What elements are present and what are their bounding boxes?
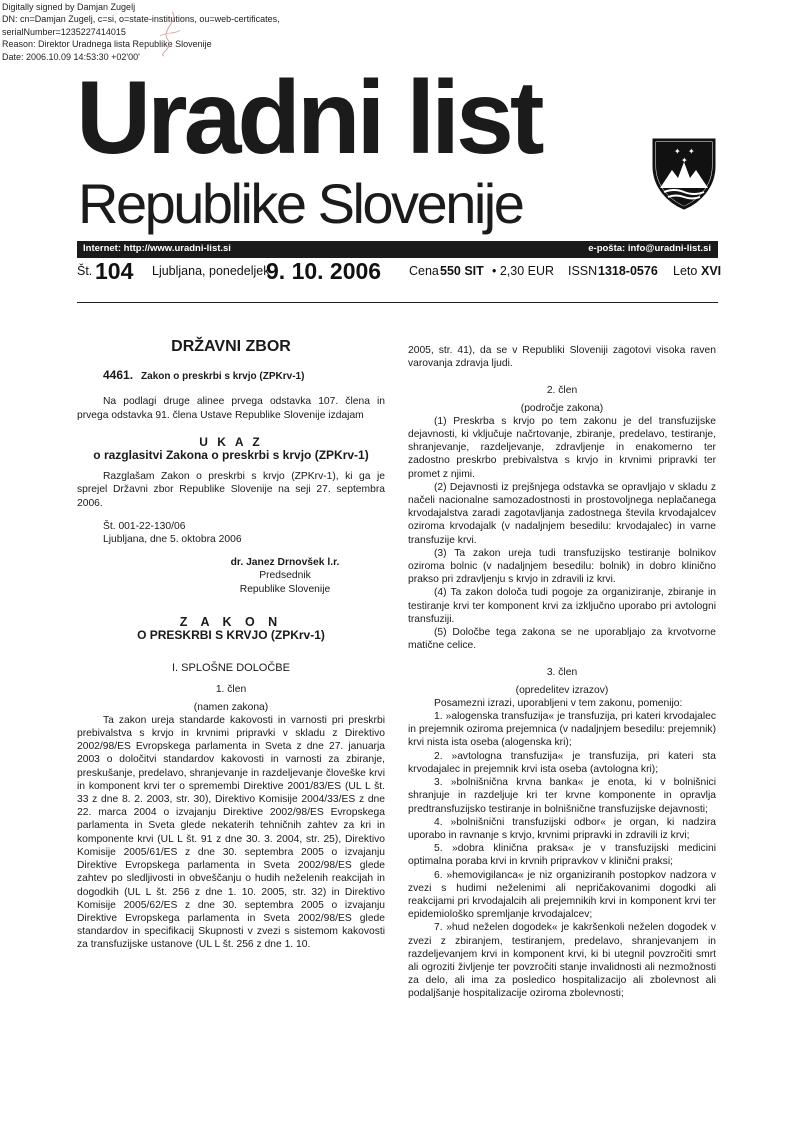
svg-text:✦: ✦ [688, 147, 695, 156]
signature-block [185, 556, 385, 596]
year-label: Leto [673, 264, 698, 278]
issue-place-day: Ljubljana, ponedeljek [152, 264, 270, 278]
definition-item: 4. »bolnišnični transfuzijski odbor« je organ, ki nadzira uporabo in ravnanje s krvjo, krvnimi pripravki in zdravili iz krvi; [408, 816, 716, 841]
website-link[interactable]: Internet: http://www.uradni-list.si [83, 243, 231, 254]
signature-line: Date: 2006.10.09 14:53:30 +02'00' [2, 51, 140, 62]
issn-number: 1318-0576 [598, 264, 658, 278]
signature-scribble-icon [150, 10, 190, 58]
act-number: 4461. [103, 368, 134, 383]
article-subheading: (področje zakona) [520, 402, 604, 414]
zakon-subheading: O PRESKRBI S KRVJO (ZPKrv-1) [137, 628, 325, 643]
price-sit: 550 SIT [440, 264, 484, 278]
definition-item: 3. »bolnišnična krvna banka« je enota, ki v bolnišnici shranjuje in razdeljuje kri ter krvne komponente in opravlja predtransfuzijsko testiranje in bolnišnične transfuzijske dejavnosti; [408, 777, 716, 815]
year-number: XVI [701, 264, 722, 278]
chapter-heading: I. SPLOŠNE DOLOČBE [172, 662, 290, 675]
right-column [408, 344, 716, 1001]
place-date: Ljubljana, dne 5. oktobra 2006 [103, 534, 242, 546]
article-paragraph: (5) Določbe tega zakona se ne uporabljajo za krvotvorne matične celice. [408, 627, 716, 652]
zakon-heading: Z A K O N [179, 614, 283, 629]
price-eur: • 2,30 EUR [492, 264, 555, 278]
signature-line: DN: cn=Damjan Zugelj, c=si, o=state-institutions, ou=web-certificates, [2, 14, 280, 25]
issue-info-line [77, 258, 722, 290]
article-paragraph: (4) Ta zakon določa tudi pogoje za organiziranje, zbiranje in testiranje krvi ter komponent krvi za izključno uporabo pri avtologni transfuziji. [408, 587, 716, 625]
signer-role: Predsednik [259, 570, 311, 582]
digital-signature-block [2, 1, 280, 63]
masthead-title: Uradni list [76, 60, 541, 176]
signer-org: Republike Slovenije [239, 583, 331, 595]
masthead-subtitle: Republike Slovenije [78, 172, 523, 235]
coat-of-arms-icon [650, 136, 718, 210]
price-label: Cena [409, 264, 439, 278]
signer-name: dr. Janez Drnovšek l.r. [230, 557, 340, 569]
definition-item: 6. »hemovigilanca« je niz organiziranih postopkov nadzora v zvezi s hudimi neželenimi ali nepričakovanimi dogodki ali reakcijami pri krvodajalcih ali prejemnikih krvi in komponent krvi ter epidemiološko spremljanje krvodajalcev; [408, 869, 716, 921]
signature-line: Digitally signed by Damjan Zugelj [2, 2, 136, 12]
article-paragraph: Ta zakon ureja standarde kakovosti in varnosti pri preskrbi prebivalstva s krvjo in krvnimi pripravki v skladu z Direktivo 2002/98/ES Evropskega parlamenta in Sveta z dne 27. januarja 2003 o določitvi standardov kakovosti in varnosti za zbiranje, preskušanje, predelavo, shranjevanje in razdeljevanje človeške krvi in komponent krvi ter o spremembi Direktive 2001/83/ES (UL L št. 33 z dne 8. 2. 2003, str. 30), Direktivo Komisije 2004/33/ES z dne 22. marca 2004 o izvajanju Direktive 2002/98/ES Evropskega parlamenta in Sveta glede nekaterih tehničnih zahtev za kri in komponente krvi (UL L št. 91 z dne 30. 3. 2004, str. 25), Direktivo Komisije 2005/61/ES z dne 30. septembra 2005 o izvajanju Direktive Evropskega parlamenta in Sveta 2002/98/ES glede zahtev po sledljivosti in obveščanju o hudih neželenih reakcijah in dogodkih (UL L št. 256 z dne 1. 10. 2005, str. 32) in Direktivo Komisije 2005/62/ES z dne 30. septembra 2005 o izvajanju Direktive Evropskega parlamenta in Sveta 2002/98/ES glede standardov in specifikacij Skupnosti v zvezi s sistemom kakovosti za transfuzijske ustanove (UL L št. 256 z dne 1. 10. [77, 714, 385, 951]
contact-bar [77, 241, 718, 258]
svg-text:✦: ✦ [674, 147, 681, 156]
issue-date: 9. 10. 2006 [266, 258, 382, 284]
intro-paragraph: Na podlagi druge alinee prvega odstavka 107. člena in prvega odstavka 91. člena Ustave Republike Slovenije izdajam [77, 396, 385, 421]
article-paragraph: (1) Preskrba s krvjo po tem zakonu je del transfuzijske dejavnosti, ki vključuje načrtovanje, zbiranje, predelavo, testiranje, shranjevanje, razdeljevanje, zdravljenje in enakomerno ter zadostno preskrbo prebivalstva s krvjo in krvnimi pripravki ter promet z njimi. [408, 415, 716, 480]
header-divider [77, 302, 718, 303]
article-heading: 2. člen [546, 385, 578, 397]
definition-item: 5. »dobra klinična praksa« je v transfuzijski medicini optimalna poraba krvi in krvnih pripravkov v klinični praksi; [408, 843, 716, 868]
article-heading: 1. člen [215, 684, 247, 696]
reference-number: Št. 001-22-130/06 [103, 520, 186, 532]
act-title: Zakon o preskrbi s krvjo (ZPKrv-1) [141, 371, 305, 383]
continued-paragraph: 2005, str. 41), da se v Republiki Sloveniji zagotovi visoka raven varovanja zdravja ljudi. [408, 345, 716, 370]
section-heading: DRŽAVNI ZBOR [171, 338, 291, 355]
email-link[interactable]: e-pošta: info@uradni-list.si [588, 243, 711, 254]
article-subheading: (opredelitev izrazov) [515, 684, 609, 696]
issn-label: ISSN [568, 264, 598, 278]
left-column [77, 340, 385, 952]
signature-line: serialNumber=1235227414015 [2, 26, 126, 37]
act-title-line [103, 369, 385, 383]
definition-item: 7. »hud neželen dogodek« je kakršenkoli neželen dogodek v zvezi z zbiranjem, testiranjem, predelavo, shranjevanjem in razdeljevanjem krvi in komponent krvi, ki bi utegnil povzročiti smrt ali ogroziti življenje ter povzročiti stanje invalidnosti ali nezmožnosti za delo, ali ima za posledico hospitalizacijo ali zbolevnost ali podaljšanje hospitalizacije oziroma zbolevnosti; [408, 922, 716, 1000]
ukaz-subheading: o razglasitvi Zakona o preskrbi s krvjo (ZPKrv-1) [93, 448, 369, 463]
article-paragraph: (3) Ta zakon ureja tudi transfuzijsko testiranje bolnikov oziroma bolnic (v nadaljnjem besedilu: bolnik) in dobro klinično prakso pri zdravljenju s krvjo in zdravili iz krvi. [408, 547, 716, 586]
svg-text:✦: ✦ [681, 156, 688, 165]
signature-line: Reason: Direktor Uradnega lista Republike Slovenije [2, 39, 212, 50]
article-paragraph: Posamezni izrazi, uporabljeni v tem zakonu, pomenijo: [434, 697, 683, 709]
ukaz-heading: U K A Z [199, 434, 263, 449]
issue-number-label: Št. [77, 264, 93, 278]
ukaz-paragraph: Razglašam Zakon o preskrbi s krvjo (ZPKrv-1), ki ga je sprejel Državni zbor Republike Slovenije na seji 27. septembra 2006. [77, 471, 385, 509]
issue-number: 104 [95, 258, 134, 284]
article-paragraph: (2) Dejavnosti iz prejšnjega odstavka se opravljajo v skladu z načeli nacionalne samozadostnosti in prostovoljnega neplačanega krvodajalstva zaradi zagotavljanja zadostnega števila krvodajalcev oziroma krvodajalk (v nadaljnjem besedilu: krvodajalec) in varne transfuzije krvi. [408, 481, 716, 546]
article-subheading: (namen zakona) [193, 701, 269, 713]
article-heading: 3. člen [546, 667, 578, 679]
definition-item: 1. »alogenska transfuzija« je transfuzija, pri kateri krvodajalec in prejemnik oziroma prejemnica (v nadaljnjem besedilu: prejemnik) krvi nista ista oseba (alogenska kri); [408, 711, 716, 749]
definition-item: 2. »avtologna transfuzija« je transfuzija, pri kateri sta krvodajalec in prejemnik krvi ista oseba (avtologna kri); [408, 750, 716, 775]
